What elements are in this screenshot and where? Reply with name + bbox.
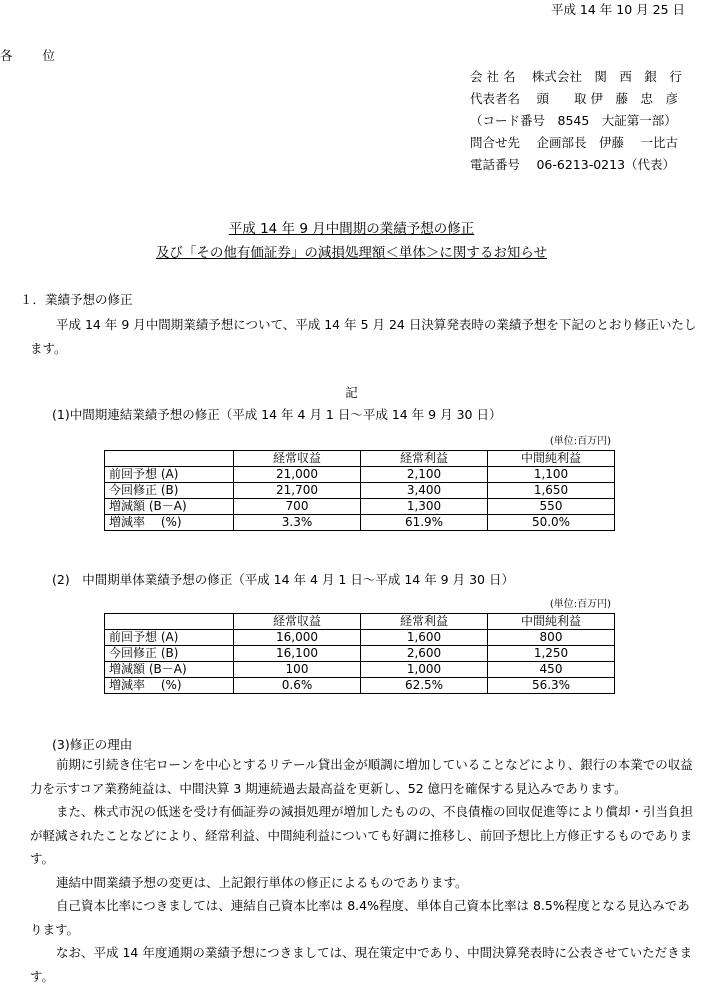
cell-value: 1,600 [361,630,488,646]
column-header: 経常収益 [234,614,361,630]
cell-value: 1,300 [361,499,488,515]
company-info-block [470,66,682,176]
cell-value: 1,100 [488,467,615,483]
table-row [105,483,615,499]
phone-line: 電話番号 06-6213-0213（代表） [470,157,676,172]
consolidated-heading: (1)中間期連結業績予想の修正（平成 14 年 4 月 1 日～平成 14 年 9 月 30 日） [52,407,502,422]
standalone-table [104,613,615,694]
cell-value: 1,650 [488,483,615,499]
standalone-heading: (2) 中間期単体業績予想の修正（平成 14 年 4 月 1 日～平成 14 年 9 月 30 日） [52,572,514,587]
section1-body: 平成 14 年 9 月中間期業績予想について、平成 14 年 5 月 24 日決算発表時の業績予想を下記のとおり修正いたします。 [30,317,697,356]
row-label: 今回修正 (B) [105,646,234,662]
column-header: 経常利益 [361,451,488,467]
reason-paragraph: また、株式市況の低迷を受け有価証券の減損処理が増加したものの、不良債権の回収促進等により償却・引当負担が軽減されたことなどにより、経常利益、中間純利益についても好調に推移し、前回予想比上方修正するものであります。 [30,804,694,866]
row-label: 前回予想 (A) [105,630,234,646]
cell-value: 0.6% [234,678,361,694]
row-label: 増減率 (%) [105,678,234,694]
reason-body [30,753,702,988]
cell-value: 50.0% [488,515,615,531]
column-header: 経常収益 [234,451,361,467]
row-label: 前回予想 (A) [105,467,234,483]
column-header: 中間純利益 [488,614,615,630]
cell-value: 56.3% [488,678,615,694]
addressee [0,46,55,64]
column-header: 中間純利益 [488,451,615,467]
cell-value: 21,700 [234,483,361,499]
table-row [105,499,615,515]
reason-paragraph: 自己資本比率につきましては、連結自己資本比率は 8.4%程度、単体自己資本比率は 8.5%程度となる見込みであります。 [30,898,690,937]
cell-value: 16,000 [234,630,361,646]
cell-value: 1,000 [361,662,488,678]
consolidated-table [104,450,615,531]
contact-line: 問合せ先 企画部長 伊藤 一比古 [470,135,678,150]
cell-value: 2,600 [361,646,488,662]
cell-value: 100 [234,662,361,678]
addressee-part2: 位 [42,48,56,63]
cell-value: 700 [234,499,361,515]
reason-paragraph: 連結中間業績予想の変更は、上記銀行単体の修正によるものであります。 [56,874,468,890]
table-header-row [105,451,615,467]
table-header-row [105,614,615,630]
table-row [105,662,615,678]
table-row [105,678,615,694]
row-label: 今回修正 (B) [105,483,234,499]
reason-heading: (3)修正の理由 [52,737,133,752]
table-row [105,630,615,646]
cell-value: 450 [488,662,615,678]
reason-paragraph: 前期に引続き住宅ローンを中心とするリテール貸出金が順調に増加していることなどにより、銀行の本業での収益力を示すコア業務純益は、中間決算 3 期連続過去最高益を更新し、52 億円を確保する見込みであります。 [30,757,693,796]
section1-heading: １．業績予想の修正 [20,292,133,307]
header-blank [105,614,234,630]
document-date: 平成 14 年 10 月 25 日 [550,2,685,17]
cell-value: 550 [488,499,615,515]
column-header: 経常利益 [361,614,488,630]
cell-value: 3.3% [234,515,361,531]
cell-value: 61.9% [361,515,488,531]
table-row [105,515,615,531]
ki-marker: 記 [345,385,358,400]
cell-value: 21,000 [234,467,361,483]
consolidated-unit: (単位:百万円) [549,436,611,447]
title-line-1: 平成 14 年 9 月中間期の業績予想の修正 [228,221,475,237]
cell-value: 1,250 [488,646,615,662]
title-line-2: 及び「その他有価証券」の減損処理額＜単体＞に関するお知らせ [155,245,548,261]
cell-value: 16,100 [234,646,361,662]
company-name-line: 会 社 名 株式会社 関 西 銀 行 [470,69,682,84]
header-blank [105,451,234,467]
table-row [105,467,615,483]
code-number-line: （コード番号 8545 大証第一部） [470,113,677,128]
document-title [0,217,703,265]
cell-value: 2,100 [361,467,488,483]
standalone-unit: (単位:百万円) [549,599,611,610]
addressee-part1: 各 [0,48,13,63]
row-label: 増減額 (B－A) [105,499,234,515]
cell-value: 800 [488,630,615,646]
cell-value: 3,400 [361,483,488,499]
representative-line: 代表者名 頭 取 伊 藤 忠 彦 [470,91,678,106]
table-row [105,646,615,662]
row-label: 増減率 (%) [105,515,234,531]
row-label: 増減額 (B－A) [105,662,234,678]
cell-value: 62.5% [361,678,488,694]
reason-paragraph: なお、平成 14 年度通期の業績予想につきましては、現在策定中であり、中間決算発表時に公表させていただきます。 [30,945,693,984]
